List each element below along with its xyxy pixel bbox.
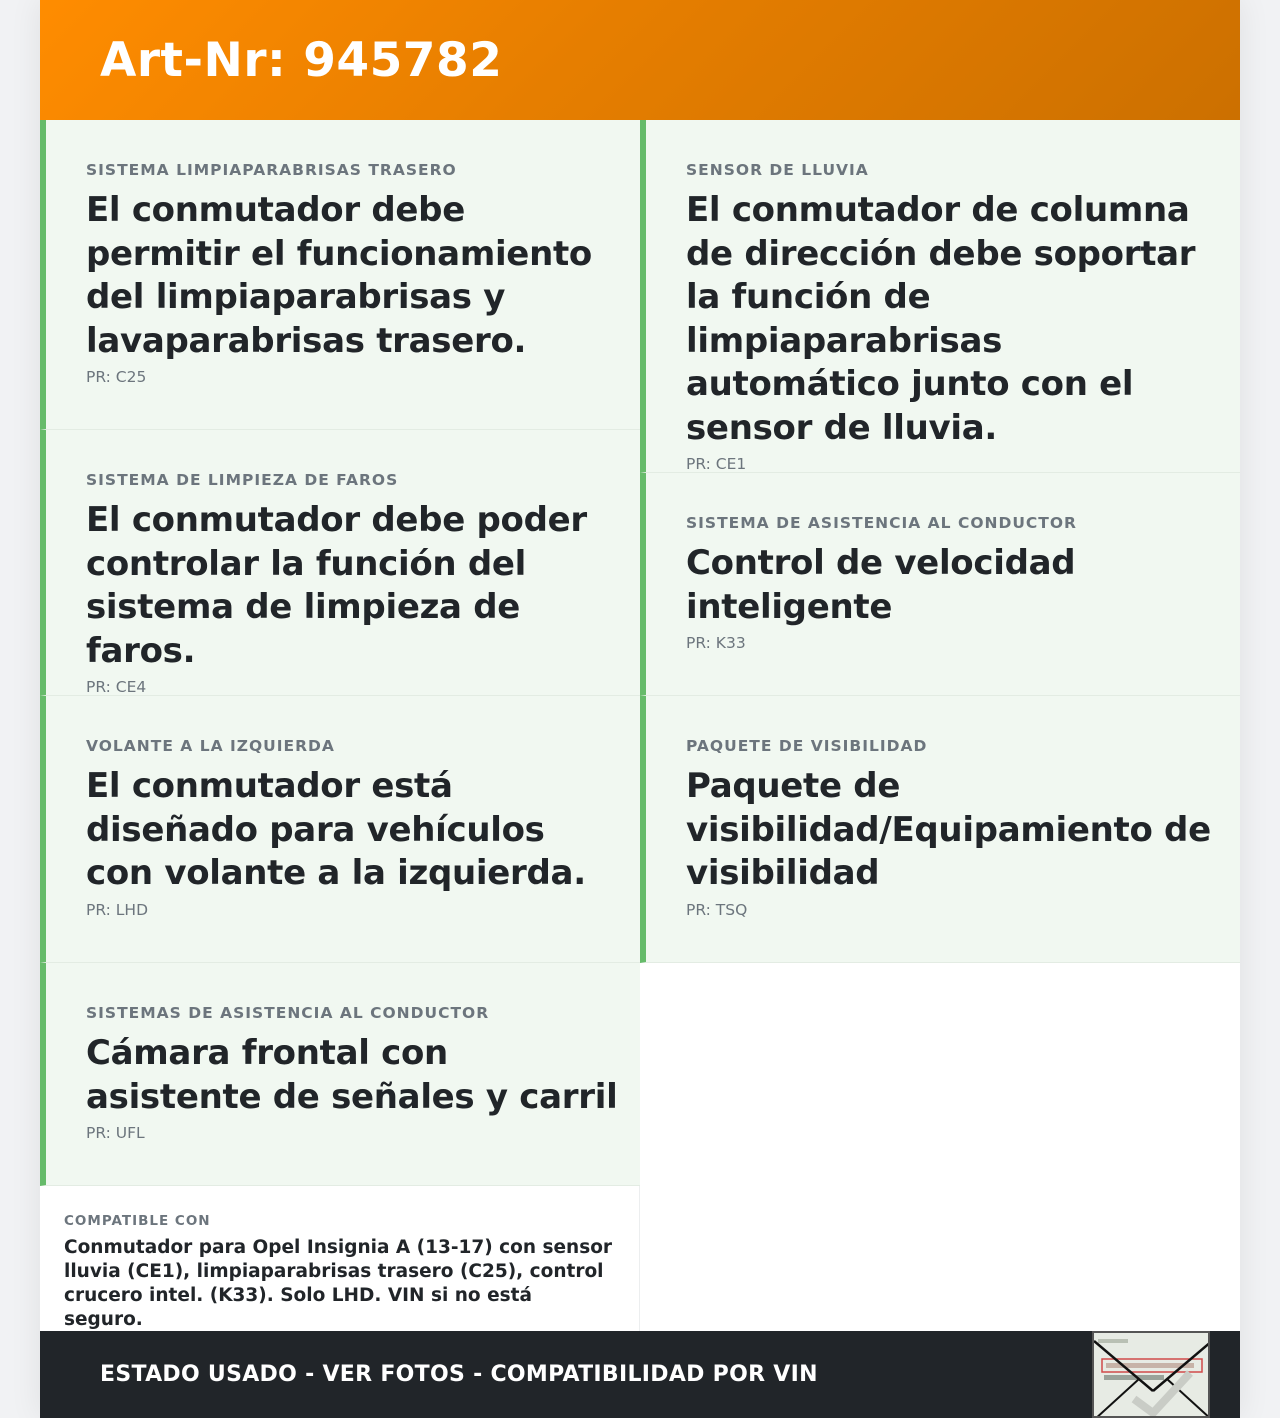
feature-column-right: [640, 120, 1240, 1332]
feature-category: SISTEMA DE ASISTENCIA AL CONDUCTOR: [686, 514, 1077, 532]
envelope-stamp-graphic: [1094, 1333, 1210, 1418]
feature-description: Paquete de visibilidad/Equipamiento de visibilidad: [686, 766, 1211, 893]
feature-description: El conmutador debe permitir el funcionamiento del limpiaparabrisas y lavaparabrisas trasero.: [86, 190, 592, 361]
feature-pr-code: PR: TSQ: [686, 900, 748, 919]
footer-bar: [40, 1331, 1240, 1418]
feature-pr-code: PR: CE4: [86, 678, 147, 696]
feature-pr-code: PR: CE1: [686, 455, 747, 473]
envelope-stamp-icon: [1092, 1331, 1210, 1418]
feature-description: El conmutador debe poder controlar la función del sistema de limpieza de faros.: [86, 500, 587, 671]
article-number-title: Art-Nr: 945782: [100, 32, 503, 88]
feature-card: [40, 696, 640, 963]
feature-category: PAQUETE DE VISIBILIDAD: [686, 737, 928, 755]
feature-card: [640, 120, 1240, 473]
feature-card: [640, 696, 1240, 963]
feature-column-left: [40, 120, 640, 1332]
feature-pr-code: PR: C25: [86, 368, 147, 386]
header-bar: [40, 0, 1240, 120]
feature-category: VOLANTE A LA IZQUIERDA: [86, 737, 335, 755]
compatibility-text: Conmutador para Opel Insignia A (13-17) con sensor lluvia (CE1), limpiaparabrisas trasero (C25), control crucero intel. (K33). Solo LHD. VIN si no está seguro.: [64, 1237, 613, 1330]
feature-pr-code: PR: UFL: [86, 1124, 145, 1142]
feature-description: Control de velocidad inteligente: [686, 543, 1076, 627]
feature-description: El conmutador de columna de dirección debe soportar la función de limpiaparabrisas automático junto con el sensor de lluvia.: [686, 190, 1196, 448]
feature-category: SENSOR DE LLUVIA: [686, 161, 869, 179]
feature-category: SISTEMA DE LIMPIEZA DE FAROS: [86, 471, 399, 489]
feature-card: [40, 963, 640, 1186]
product-sheet: [40, 0, 1240, 1418]
footer-text: ESTADO USADO - VER FOTOS - COMPATIBILIDAD POR VIN: [100, 1362, 818, 1387]
feature-category: SISTEMAS DE ASISTENCIA AL CONDUCTOR: [86, 1004, 490, 1022]
compatibility-box: [40, 1186, 640, 1332]
feature-pr-code: PR: LHD: [86, 900, 149, 919]
compatibility-label: COMPATIBLE CON: [64, 1213, 211, 1229]
feature-pr-code: PR: K33: [686, 634, 746, 652]
feature-card: [40, 430, 640, 696]
feature-grid: [40, 120, 1240, 1332]
feature-description: Cámara frontal con asistente de señales y carril: [86, 1033, 618, 1117]
feature-description: El conmutador está diseñado para vehículos con volante a la izquierda.: [86, 766, 586, 893]
feature-card: [640, 473, 1240, 696]
feature-category: SISTEMA LIMPIAPARABRISAS TRASERO: [86, 161, 457, 179]
feature-card: [40, 120, 640, 430]
